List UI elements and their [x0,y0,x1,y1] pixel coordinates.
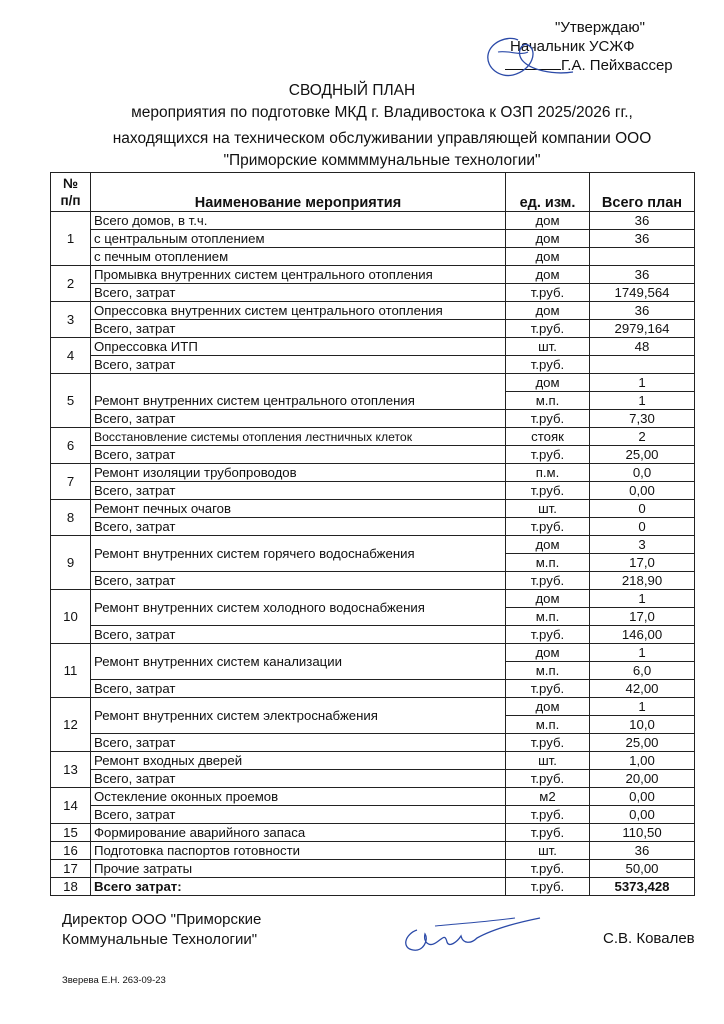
row-name: Всего, затрат [91,734,506,752]
table-row [51,572,695,590]
row-unit: дом [506,230,590,248]
table-row [51,410,695,428]
row-value: 25,00 [590,734,695,752]
row-unit: дом [506,374,590,392]
row-value: 0,00 [590,806,695,824]
row-unit: т.руб. [506,626,590,644]
row-name: Всего, затрат [91,284,506,302]
row-unit: шт. [506,842,590,860]
row-unit: т.руб. [506,770,590,788]
table-row [51,734,695,752]
row-num: 7 [51,464,91,500]
row-value: 25,00 [590,446,695,464]
table-row [51,302,695,320]
director-block [62,910,261,950]
table-row [51,680,695,698]
author-note: Зверева Е.Н. 263-09-23 [62,975,166,986]
row-unit: дом [506,644,590,662]
row-num: 10 [51,590,91,644]
row-unit: дом [506,698,590,716]
director-name: С.В. Ковалев [603,930,695,947]
row-unit: т.руб. [506,734,590,752]
row-name: Подготовка паспортов готовности [91,842,506,860]
row-value: 0 [590,518,695,536]
row-name: Ремонт внутренних систем центрального отопления [91,374,506,410]
table-row [51,842,695,860]
row-value: 10,0 [590,716,695,734]
row-num: 11 [51,644,91,698]
row-value: 1,00 [590,752,695,770]
row-value: 50,00 [590,860,695,878]
row-num: 12 [51,698,91,752]
row-name: Всего, затрат [91,770,506,788]
row-name: Всего затрат: [91,878,506,896]
row-unit: м.п. [506,554,590,572]
approval-name: Г.А. Пейхвассер [561,57,673,74]
row-value: 146,00 [590,626,695,644]
table-row [51,644,695,662]
row-value: 17,0 [590,608,695,626]
table-row [51,626,695,644]
row-unit: т.руб. [506,446,590,464]
table-row [51,536,695,554]
row-unit: дом [506,266,590,284]
row-unit: т.руб. [506,680,590,698]
row-unit: м.п. [506,716,590,734]
row-value: 36 [590,266,695,284]
row-name: Ремонт изоляции трубопроводов [91,464,506,482]
table-row [51,464,695,482]
row-value: 36 [590,842,695,860]
row-value: 2979,164 [590,320,695,338]
row-num: 2 [51,266,91,302]
table-row [51,248,695,266]
row-unit: т.руб. [506,824,590,842]
row-value: 3 [590,536,695,554]
row-value: 5373,428 [590,878,695,896]
table-row [51,320,695,338]
row-unit: дом [506,248,590,266]
row-num: 13 [51,752,91,788]
row-num: 15 [51,824,91,842]
row-num: 4 [51,338,91,374]
row-unit: дом [506,212,590,230]
row-name: Промывка внутренних систем центрального отопления [91,266,506,284]
row-name: Всего, затрат [91,518,506,536]
row-unit: м.п. [506,608,590,626]
approval-position: Начальник УСЖФ [510,38,635,55]
table-row-total [51,878,695,896]
row-name: Всего, затрат [91,626,506,644]
table-row [51,824,695,842]
row-name: Опрессовка ИТП [91,338,506,356]
row-num: 9 [51,536,91,590]
row-name: Всего домов, в т.ч. [91,212,506,230]
row-num: 16 [51,842,91,860]
table-row [51,338,695,356]
table-row [51,590,695,608]
row-unit: т.руб. [506,572,590,590]
row-value: 1 [590,392,695,410]
table-row [51,518,695,536]
row-value: 48 [590,338,695,356]
row-unit: шт. [506,752,590,770]
director-signature-image [395,912,545,962]
row-num: 14 [51,788,91,824]
row-name: Ремонт внутренних систем горячего водоснабжения [91,536,506,572]
row-num: 1 [51,212,91,266]
table-row [51,284,695,302]
row-value: 1749,564 [590,284,695,302]
row-unit: т.руб. [506,410,590,428]
table-row [51,806,695,824]
row-value: 17,0 [590,554,695,572]
director-title-line-1: Директор ООО "Приморские [62,911,262,928]
table-row [51,446,695,464]
row-num: 5 [51,374,91,428]
row-name: Всего, затрат [91,410,506,428]
table-row [51,482,695,500]
header-num-label: № п/п [60,176,81,208]
row-name: Всего, затрат [91,680,506,698]
row-value: 0,00 [590,788,695,806]
row-name: Всего, затрат [91,446,506,464]
row-value: 218,90 [590,572,695,590]
row-value: 6,0 [590,662,695,680]
table-row [51,860,695,878]
row-unit: т.руб. [506,860,590,878]
row-value: 42,00 [590,680,695,698]
header-unit: ед. изм. [506,173,590,212]
row-unit: т.руб. [506,482,590,500]
row-value: 0,00 [590,482,695,500]
title-line-1: СВОДНЫЙ ПЛАН [288,82,416,99]
row-value: 0 [590,500,695,518]
plan-table [50,172,695,896]
header-total: Всего план [590,173,695,212]
row-unit: дом [506,590,590,608]
row-name: с центральным отоплением [91,230,506,248]
table-row [51,266,695,284]
row-name: Формирование аварийного запаса [91,824,506,842]
table-row [51,356,695,374]
title-line-3: находящихся на техническом обслуживании управляющей компании ООО [112,130,652,147]
row-value [590,248,695,266]
row-value [590,356,695,374]
row-num: 3 [51,302,91,338]
row-value: 1 [590,374,695,392]
row-unit: т.руб. [506,284,590,302]
row-value: 1 [590,698,695,716]
row-unit: м.п. [506,662,590,680]
table-row [51,752,695,770]
row-value: 110,50 [590,824,695,842]
header-name: Наименование мероприятия [91,173,506,212]
row-name: Ремонт внутренних систем канализации [91,644,506,680]
row-name: с печным отоплением [91,248,506,266]
row-name: Восстановление системы отопления лестничных клеток [91,428,506,446]
row-value: 36 [590,230,695,248]
table-row [51,500,695,518]
row-unit: дом [506,302,590,320]
table-row [51,374,695,392]
row-unit: т.руб. [506,356,590,374]
row-value: 36 [590,302,695,320]
table-row [51,212,695,230]
row-name: Всего, затрат [91,356,506,374]
row-value: 2 [590,428,695,446]
row-name: Ремонт внутренних систем электроснабжения [91,698,506,734]
header-num [51,173,91,212]
document-title [40,80,724,172]
table-row [51,770,695,788]
table-row [51,428,695,446]
row-name: Всего, затрат [91,572,506,590]
row-unit: дом [506,536,590,554]
row-value: 7,30 [590,410,695,428]
row-unit: п.м. [506,464,590,482]
row-unit: т.руб. [506,518,590,536]
row-value: 1 [590,644,695,662]
row-unit: т.руб. [506,878,590,896]
row-name: Ремонт входных дверей [91,752,506,770]
row-value: 0,0 [590,464,695,482]
row-name: Остекление оконных проемов [91,788,506,806]
row-name: Ремонт печных очагов [91,500,506,518]
title-line-4: "Приморские коммммунальные технологии" [223,152,541,169]
row-name: Ремонт внутренних систем холодного водоснабжения [91,590,506,626]
table-row [51,230,695,248]
row-num: 17 [51,860,91,878]
row-unit: т.руб. [506,806,590,824]
row-num: 8 [51,500,91,536]
row-num: 6 [51,428,91,464]
row-name: Опрессовка внутренних систем центрального отопления [91,302,506,320]
table-row [51,698,695,716]
row-unit: шт. [506,338,590,356]
row-value: 1 [590,590,695,608]
row-name: Всего, затрат [91,320,506,338]
row-name: Всего, затрат [91,806,506,824]
director-title-line-2: Коммунальные Технологии" [62,931,258,948]
row-value: 20,00 [590,770,695,788]
row-name: Всего, затрат [91,482,506,500]
row-unit: м2 [506,788,590,806]
row-unit: м.п. [506,392,590,410]
row-unit: стояк [506,428,590,446]
row-unit: шт. [506,500,590,518]
table-row [51,788,695,806]
title-line-2: мероприятия по подготовке МКД г. Владивостока к ОЗП 2025/2026 гг., [131,104,633,121]
row-name: Прочие затраты [91,860,506,878]
table-header-row [51,173,695,212]
row-unit: т.руб. [506,320,590,338]
row-value: 36 [590,212,695,230]
row-num: 18 [51,878,91,896]
approval-label: "Утверждаю" [555,19,645,36]
